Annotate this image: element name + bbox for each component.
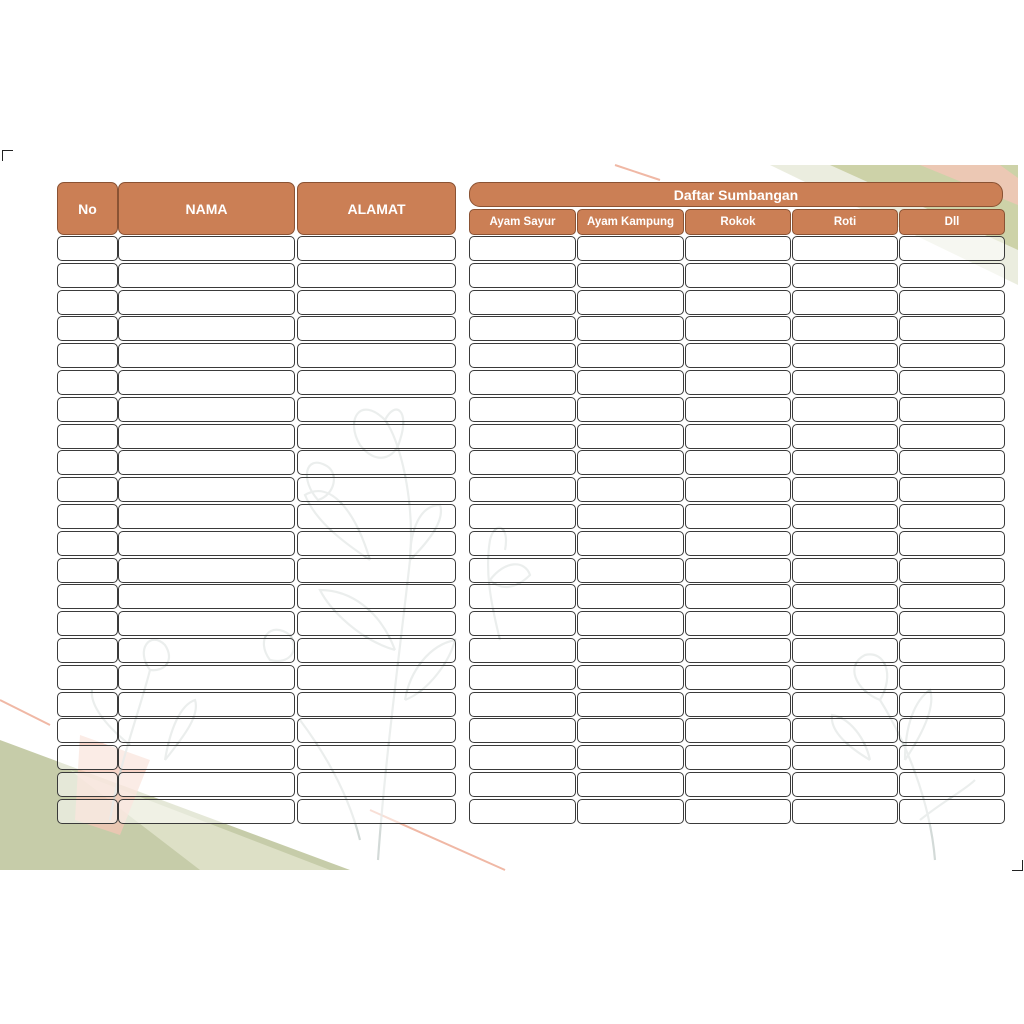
cell-nama (118, 638, 295, 663)
cell-roti (792, 692, 898, 717)
cell-nama (118, 558, 295, 583)
cell-ayam-kampung (577, 558, 684, 583)
cell-nama (118, 397, 295, 422)
cell-rokok (685, 799, 791, 824)
cell-rokok (685, 263, 791, 288)
cell-ayam-sayur (469, 263, 576, 288)
cell-dll (899, 290, 1005, 315)
cell-dll (899, 343, 1005, 368)
cell-alamat (297, 665, 456, 690)
cell-no (57, 397, 118, 422)
header-roti: Roti (792, 209, 898, 235)
header-ayam-kampung: Ayam Kampung (577, 209, 684, 235)
cell-alamat (297, 370, 456, 395)
cell-dll (899, 692, 1005, 717)
cell-no (57, 424, 118, 449)
cell-ayam-sayur (469, 424, 576, 449)
cell-nama (118, 799, 295, 824)
cell-roti (792, 531, 898, 556)
cell-ayam-kampung (577, 665, 684, 690)
cell-rokok (685, 718, 791, 743)
cell-ayam-sayur (469, 558, 576, 583)
cell-no (57, 504, 118, 529)
cell-rokok (685, 584, 791, 609)
cell-roti (792, 290, 898, 315)
cell-rokok (685, 290, 791, 315)
cell-no (57, 450, 118, 475)
cell-dll (899, 772, 1005, 797)
cell-ayam-kampung (577, 290, 684, 315)
cell-nama (118, 236, 295, 261)
header-no: No (57, 182, 118, 235)
cell-rokok (685, 558, 791, 583)
cell-alamat (297, 424, 456, 449)
cell-nama (118, 745, 295, 770)
cell-rokok (685, 638, 791, 663)
cell-nama (118, 290, 295, 315)
cell-dll (899, 745, 1005, 770)
cell-no (57, 477, 118, 502)
cell-nama (118, 718, 295, 743)
cell-dll (899, 263, 1005, 288)
header-daftar-sumbangan: Daftar Sumbangan (469, 182, 1003, 207)
cell-roti (792, 236, 898, 261)
cell-ayam-kampung (577, 370, 684, 395)
cell-ayam-sayur (469, 316, 576, 341)
cell-ayam-kampung (577, 343, 684, 368)
cell-ayam-sayur (469, 718, 576, 743)
cell-dll (899, 477, 1005, 502)
cell-alamat (297, 531, 456, 556)
cell-dll (899, 236, 1005, 261)
cell-ayam-kampung (577, 236, 684, 261)
cell-dll (899, 370, 1005, 395)
cell-rokok (685, 424, 791, 449)
cell-alamat (297, 718, 456, 743)
cell-ayam-kampung (577, 397, 684, 422)
cell-roti (792, 638, 898, 663)
cell-rokok (685, 236, 791, 261)
cell-rokok (685, 397, 791, 422)
cell-dll (899, 558, 1005, 583)
cell-dll (899, 718, 1005, 743)
cell-ayam-sayur (469, 772, 576, 797)
cell-ayam-kampung (577, 316, 684, 341)
cell-ayam-sayur (469, 370, 576, 395)
cell-no (57, 531, 118, 556)
cell-no (57, 558, 118, 583)
cell-alamat (297, 316, 456, 341)
cell-no (57, 665, 118, 690)
cell-roti (792, 718, 898, 743)
cell-dll (899, 504, 1005, 529)
cell-nama (118, 504, 295, 529)
cell-no (57, 692, 118, 717)
cell-alamat (297, 504, 456, 529)
cell-roti (792, 450, 898, 475)
cell-no (57, 584, 118, 609)
cell-dll (899, 450, 1005, 475)
cell-dll (899, 584, 1005, 609)
cell-ayam-sayur (469, 611, 576, 636)
header-alamat: ALAMAT (297, 182, 456, 235)
cell-roti (792, 504, 898, 529)
cell-rokok (685, 450, 791, 475)
cell-roti (792, 263, 898, 288)
cell-nama (118, 692, 295, 717)
cell-alamat (297, 477, 456, 502)
cell-dll (899, 531, 1005, 556)
cell-rokok (685, 692, 791, 717)
cell-nama (118, 263, 295, 288)
cell-roti (792, 772, 898, 797)
cell-dll (899, 638, 1005, 663)
cell-ayam-sayur (469, 397, 576, 422)
cell-no (57, 370, 118, 395)
cell-roti (792, 343, 898, 368)
cell-rokok (685, 772, 791, 797)
cell-ayam-kampung (577, 584, 684, 609)
cell-ayam-sayur (469, 477, 576, 502)
cell-no (57, 772, 118, 797)
cell-ayam-kampung (577, 424, 684, 449)
cell-alamat (297, 343, 456, 368)
cell-alamat (297, 397, 456, 422)
cell-nama (118, 584, 295, 609)
cell-alamat (297, 772, 456, 797)
cell-no (57, 638, 118, 663)
cell-ayam-kampung (577, 450, 684, 475)
cell-nama (118, 772, 295, 797)
cell-roti (792, 558, 898, 583)
cell-ayam-kampung (577, 692, 684, 717)
cell-no (57, 263, 118, 288)
cell-dll (899, 424, 1005, 449)
header-ayam-sayur: Ayam Sayur (469, 209, 576, 235)
cell-no (57, 343, 118, 368)
cell-ayam-sayur (469, 290, 576, 315)
cell-roti (792, 584, 898, 609)
cell-ayam-kampung (577, 263, 684, 288)
cell-nama (118, 477, 295, 502)
cell-rokok (685, 370, 791, 395)
cell-ayam-sayur (469, 531, 576, 556)
header-rokok: Rokok (685, 209, 791, 235)
cell-no (57, 799, 118, 824)
cell-alamat (297, 236, 456, 261)
crop-mark-bottom-right (1012, 860, 1023, 871)
cell-nama (118, 316, 295, 341)
cell-rokok (685, 745, 791, 770)
cell-roti (792, 477, 898, 502)
cell-alamat (297, 638, 456, 663)
cell-nama (118, 370, 295, 395)
cell-nama (118, 531, 295, 556)
cell-ayam-kampung (577, 718, 684, 743)
cell-alamat (297, 290, 456, 315)
cell-ayam-sayur (469, 799, 576, 824)
cell-no (57, 745, 118, 770)
cell-rokok (685, 665, 791, 690)
cell-no (57, 290, 118, 315)
cell-alamat (297, 584, 456, 609)
cell-rokok (685, 477, 791, 502)
cell-ayam-kampung (577, 477, 684, 502)
header-nama: NAMA (118, 182, 295, 235)
cell-dll (899, 665, 1005, 690)
cell-alamat (297, 450, 456, 475)
cell-roti (792, 397, 898, 422)
cell-alamat (297, 263, 456, 288)
cell-roti (792, 424, 898, 449)
cell-no (57, 718, 118, 743)
cell-ayam-sayur (469, 450, 576, 475)
cell-alamat (297, 799, 456, 824)
cell-rokok (685, 343, 791, 368)
cell-ayam-sayur (469, 692, 576, 717)
corner-line-pink (0, 700, 50, 725)
cell-ayam-sayur (469, 638, 576, 663)
cell-ayam-sayur (469, 665, 576, 690)
cell-alamat (297, 611, 456, 636)
cell-nama (118, 424, 295, 449)
cell-ayam-sayur (469, 504, 576, 529)
cell-roti (792, 611, 898, 636)
cell-ayam-sayur (469, 584, 576, 609)
crop-mark-top-left (2, 150, 13, 161)
header-dll: Dll (899, 209, 1005, 235)
cell-ayam-kampung (577, 638, 684, 663)
cell-nama (118, 665, 295, 690)
cell-nama (118, 450, 295, 475)
cell-ayam-kampung (577, 504, 684, 529)
cell-rokok (685, 531, 791, 556)
cell-dll (899, 611, 1005, 636)
cell-ayam-kampung (577, 531, 684, 556)
cell-rokok (685, 504, 791, 529)
cell-ayam-kampung (577, 799, 684, 824)
top-line-pink (615, 165, 660, 180)
cell-roti (792, 370, 898, 395)
cell-no (57, 236, 118, 261)
cell-no (57, 316, 118, 341)
cell-ayam-sayur (469, 745, 576, 770)
cell-dll (899, 799, 1005, 824)
cell-alamat (297, 558, 456, 583)
cell-nama (118, 611, 295, 636)
cell-roti (792, 745, 898, 770)
cell-dll (899, 397, 1005, 422)
cell-rokok (685, 611, 791, 636)
cell-roti (792, 665, 898, 690)
cell-alamat (297, 692, 456, 717)
cell-alamat (297, 745, 456, 770)
cell-ayam-sayur (469, 236, 576, 261)
cell-ayam-kampung (577, 745, 684, 770)
cell-roti (792, 316, 898, 341)
cell-nama (118, 343, 295, 368)
cell-dll (899, 316, 1005, 341)
cell-ayam-kampung (577, 611, 684, 636)
cell-rokok (685, 316, 791, 341)
cell-ayam-kampung (577, 772, 684, 797)
cell-no (57, 611, 118, 636)
cell-roti (792, 799, 898, 824)
cell-ayam-sayur (469, 343, 576, 368)
